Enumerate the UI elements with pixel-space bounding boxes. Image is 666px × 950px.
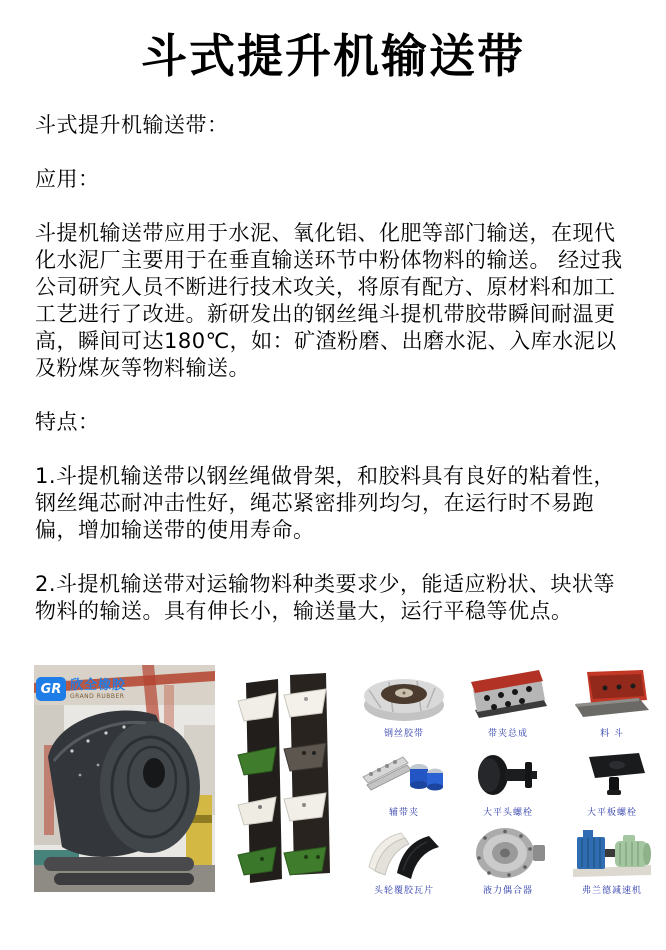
product-card: [560, 665, 664, 743]
accessories-grid: [352, 665, 664, 900]
belt-clamp-assembly-image: [463, 668, 553, 724]
product-card: [560, 822, 664, 900]
brand-logo-icon: GR: [36, 677, 66, 701]
fluid-coupling-image: [463, 825, 553, 881]
product-card: [352, 822, 456, 900]
flat-plate-bolt-image: [567, 747, 657, 803]
product-gallery: [34, 665, 664, 900]
flender-reducer-image: [567, 825, 657, 881]
product-page: [0, 20, 666, 950]
product-card: [352, 665, 456, 743]
features-heading: 特点：: [35, 410, 100, 434]
hopper-image: [567, 668, 657, 724]
product-card: [560, 743, 664, 821]
product-label: 钢丝胶带: [383, 729, 424, 740]
product-label: 料 斗: [600, 729, 624, 740]
product-label: 辅带夹: [388, 807, 419, 818]
intro-line: 斗式提升机输送带：: [35, 113, 229, 137]
product-card: [456, 822, 560, 900]
product-label: 带夹总成: [487, 729, 528, 740]
product-card: [352, 743, 456, 821]
factory-belt-roll-photo: [34, 665, 215, 892]
feature-item-2: 2.斗提机输送带对运输物料种类要求少，能适应粉状、块状等物料的输送。具有伸长小，输送量大，运行平稳等优点。: [35, 572, 616, 623]
belt-laying-clamp-image: [359, 747, 449, 803]
brand-name-cn: 欣全橡胶: [70, 677, 127, 693]
brand-name-en: GRAND RUBBER: [70, 692, 125, 700]
application-paragraph: 斗提机输送带应用于水泥、氧化铝、化肥等部门输送，在现代化水泥厂主要用于在垂直输送环节中粉体物料的输送。 经过我公司研究人员不断进行技术攻关，将原有配方、原材料和加工工艺进行了改进。新研发出的钢丝绳斗提机带胶带瞬间耐温更高，瞬间可达180℃，如：矿渣粉磨、出磨水泥、入库水泥以及粉煤灰等物料输送。: [35, 221, 623, 380]
application-heading: 应用：: [35, 167, 100, 191]
page-body: [35, 112, 633, 625]
page-title: 斗式提升机输送带: [141, 29, 525, 83]
product-label: 头轮覆胶瓦片: [373, 886, 434, 896]
flat-head-bolt-image: [463, 747, 553, 803]
bucket-display-photo: [226, 665, 346, 895]
product-card: [456, 665, 560, 743]
product-card: [456, 743, 560, 821]
steel-wire-belt-image: [359, 668, 449, 724]
brand-logo: [36, 677, 126, 701]
product-label: 弗兰德减速机: [581, 886, 642, 896]
product-label: 液力偶合器: [482, 886, 533, 896]
feature-item-1: 1.斗提机输送带以钢丝绳做骨架，和胶料具有良好的粘着性，钢丝绳芯耐冲击性好，绳芯紧密排列均匀，在运行时不易跑偏，增加输送带的使用寿命。: [35, 464, 616, 542]
product-label: 大平头螺栓: [482, 807, 533, 818]
head-pulley-lagging-image: [359, 825, 449, 881]
brand-logo-text: [70, 679, 126, 700]
bucket-panels-image: [226, 665, 346, 895]
product-label: 大平板螺栓: [586, 807, 637, 818]
